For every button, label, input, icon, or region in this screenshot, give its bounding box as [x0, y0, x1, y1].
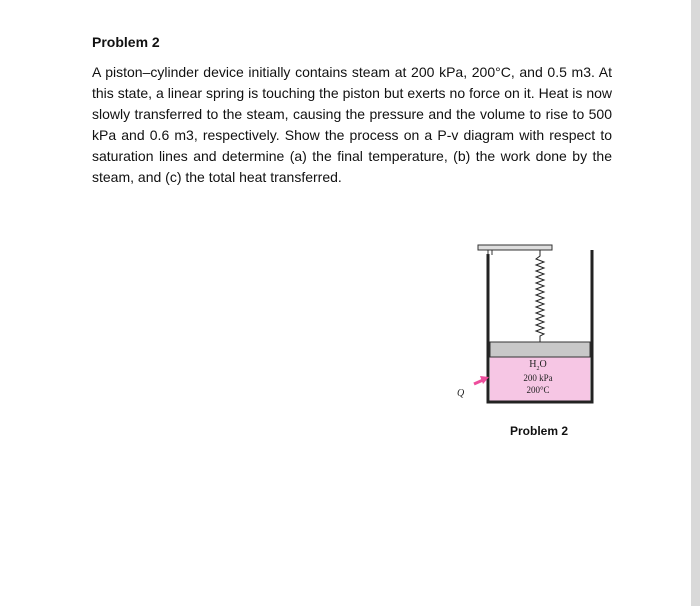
substance-label: $H_2O$: [529, 359, 547, 372]
figure-caption: Problem 2: [510, 424, 569, 438]
piston-cylinder-diagram: [440, 236, 640, 446]
problem-heading: Problem 2: [92, 34, 160, 50]
piston-cylinder-figure: [440, 236, 640, 446]
problem-statement: A piston–cylinder device initially contains steam at 200 kPa, 200°C, and 0.5 m3. At this state, a linear spring is touching the piston but exerts no force on it. Heat is now slowly transferred to the steam, causing the pressure and the volume to rise to 500 kPa and 0.6 m3, respectively. Show the process on a P-v diagram with respect to saturation lines and determine (a) the final temperature, (b) the work done by the steam, and (c) the total heat transferred.: [92, 64, 612, 185]
pressure-label: 200 kPa: [523, 373, 553, 383]
spring: [536, 250, 544, 342]
piston: [490, 342, 590, 357]
temperature-label: 200°C: [526, 385, 550, 395]
heat-arrow-shaft: [474, 380, 483, 384]
heat-label: Q: [457, 388, 465, 399]
top-plate: [478, 245, 552, 250]
